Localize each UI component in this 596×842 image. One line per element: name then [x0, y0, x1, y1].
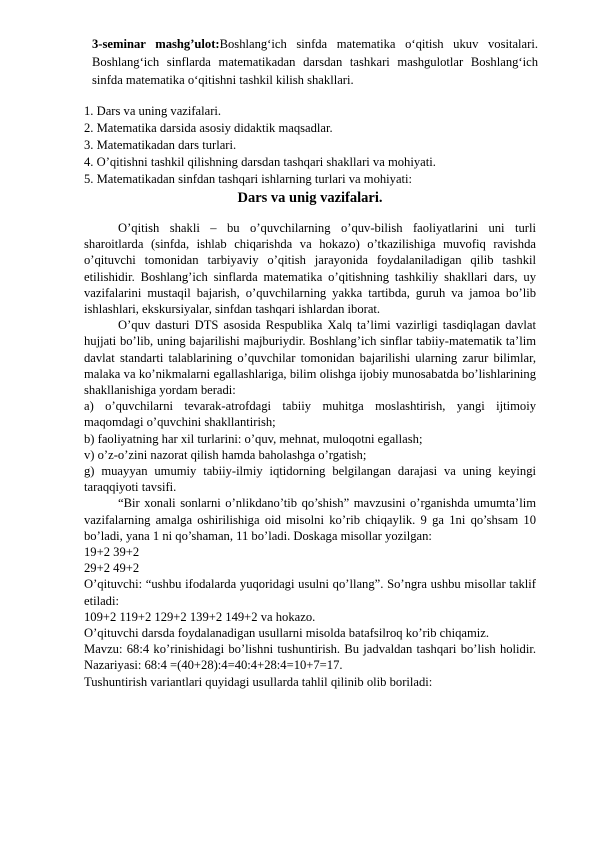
paragraph-explanation-variants: Tushuntirish variantlari quyidagi usullarda tahlil qilinib olib boriladi: — [84, 674, 433, 689]
list-item-a: a) o’quvchilarni tevarak-atrofdagi tabiiy muhitga moslashtirish, yangi ijtimoiy maqomdagi o’quvchini shakllantirish; — [84, 399, 536, 430]
seminar-topics: Boshlang‘ich sinfda matematika o‘qitish ukuv vositalari. Boshlang‘ich sinflarda matematikadan darsdan tashkari mashgulotlar Boshlang‘ich sinfda matematika o‘qitishni tashkil kilish shakllari. — [92, 37, 538, 87]
plan-item: 4. O’qitishni tashkil qilishning darsdan tashqari shakllari va mohiyati. — [84, 155, 436, 169]
plan-item: 3. Matematikadan dars turlari. — [84, 138, 237, 152]
list-item-v: v) o’z-o’zini nazorat qilish hamda baholashga o’rgatish; — [84, 447, 367, 462]
example-line: 109+2 119+2 129+2 139+2 149+2 va hokazo. — [84, 609, 316, 624]
plan-item: 5. Matematikadan sinfdan tashqari ishlarning turlari va mohiyati: — [84, 172, 413, 186]
seminar-label: 3-seminar mashg’ulot: — [92, 37, 220, 51]
paragraph-teacher-instruction: O’qituvchi: “ushbu ifodalarda yuqoridagi usulni qo’llang”. So’ngra ushbu misollar taklif etiladi: — [84, 577, 536, 608]
example-line: 19+2 39+2 — [84, 545, 140, 560]
paragraph-teacher-methods: O’qituvchi darsda foydalanadigan usullarni misolda batafsilroq ko’rib chiqamiz. — [84, 626, 489, 641]
list-item-b: b) faoliyatning har xil turlarini: o’quv, mehnat, muloqotni egallash; — [84, 431, 423, 446]
page-content — [84, 35, 536, 690]
paragraph-teaching-form: O’qitish shakli – bu o’quvchilarning o’quv-bilish faoliyatlarini uni turli sharoitlarda (sinfda, ishlab chiqarishda va hokazo) o’tkazilishiga muvofiq ravishda o’qituvchi tomonidan tarbiyaviy o’qitish jarayonida foydalaniladigan qilib tashkil etilishidir. Boshlang’ich sinflarda matematika o’qitishning tashkiliy shakllari dars, uy vazifalarini mustaqil bajarish, o’quvchilarning yakka tartibda, guruh va jamoa bo’lib ishlashlari, ekskursiyalar, sinfdan tashqari ishlardan iborat. — [84, 221, 536, 317]
paragraph-curriculum: O’quv dasturi DTS asosida Respublika Xalq ta’limi vazirligi tasdiqlagan davlat hujjati bo’lib, uning bajarilishi majburiydir. Boshlang’ich sinflar tabiiy-matematik ta’lim davlat standarti talablarining o’quvchilar tomonidan bajarilishi ularning zarur bilimlar, malaka va ko’nikmalarni egallashlariga, bilim olishga ijobiy munosabatda bo’lishlarining shakllanishiga yordam beradi: — [84, 318, 536, 398]
list-item-g: g) muayyan umumiy tabiiy-ilmiy iqtidorning belgilangan darajasi va uning keyingi taraqqiyoti tavsifi. — [84, 464, 536, 495]
paragraph-example-topic: “Bir xonali sonlarni o’nlikdano’tib qo’shish” mavzusini o’rganishda umumta’lim vazifalarning amalga oshirilishiga oid misolni ko’rib chiqaylik. 9 ga 1ni qo’shsam 10 bo’ladi, yana 1 ni qo’shaman, 11 bo’ladi. Doskaga misollar yozilgan: — [84, 496, 536, 543]
plan-item: 1. Dars va uning vazifalari. — [84, 104, 222, 118]
seminar-intro — [92, 35, 538, 89]
section-heading: Dars va unig vazifalari. — [237, 190, 383, 206]
plan-item: 2. Matematika darsida asosiy didaktik maqsadlar. — [84, 121, 333, 135]
paragraph-division-topic: Mavzu: 68:4 ko’rinishidagi bo’lishni tushuntirish. Bu jadvaldan tashqari bo’lish holidir. Nazariyasi: 68:4 =(40+28):4=40:4+28:4=10+7=17. — [84, 642, 536, 673]
plan-list — [84, 103, 536, 188]
example-line: 29+2 49+2 — [84, 561, 140, 576]
